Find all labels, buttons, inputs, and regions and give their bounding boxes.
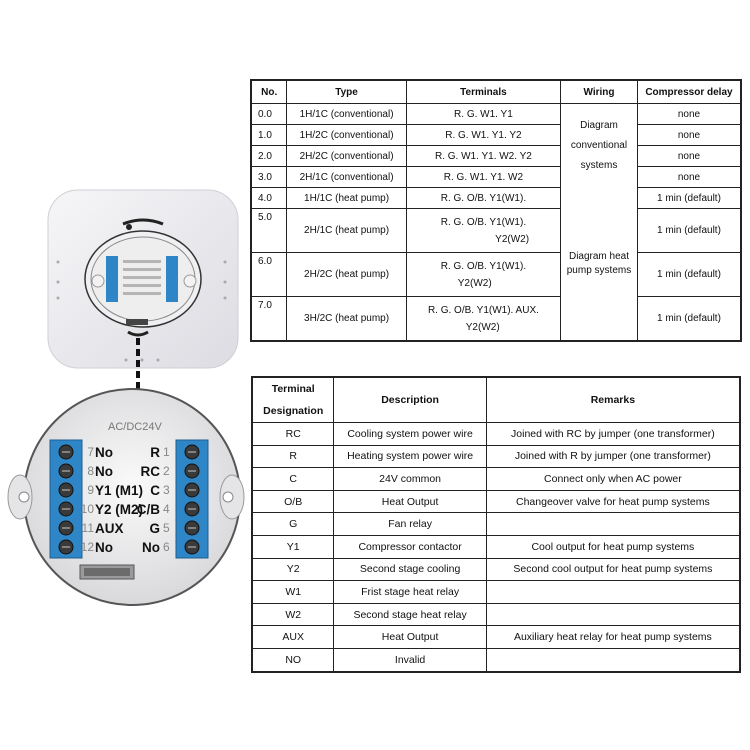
header-terminal-line2: Designation [263, 405, 324, 417]
terminal-number: 2 [163, 464, 170, 478]
row-description: Fan relay [334, 513, 486, 536]
terminal-number: 1 [163, 445, 170, 459]
terminal-number: 11 [81, 521, 94, 535]
row-remarks [486, 603, 740, 626]
thermostat-base-plate [48, 190, 238, 368]
row-no: 1.0 [251, 125, 287, 146]
terminal-label: No [95, 464, 113, 479]
row-terminals-cell [406, 297, 560, 342]
table-row [251, 146, 741, 167]
row-remarks: Changeover valve for heat pump systems [486, 490, 740, 513]
wiring-conventional-cell [561, 104, 638, 188]
terminal-number: 7 [87, 445, 94, 459]
row-terminal: G [252, 513, 334, 536]
row-description: 24V common [334, 468, 486, 491]
row-description: Heat Output [334, 490, 486, 513]
row-no: 5.0 [251, 209, 287, 253]
row-terminal: O/B [252, 490, 334, 513]
mini-terminal-block-left [106, 256, 118, 302]
row-delay: 1 min (default) [637, 253, 741, 297]
terminal-label: No [95, 445, 113, 460]
row-type: 1H/2C (conventional) [287, 125, 406, 146]
table-row [252, 535, 740, 558]
row-terminal: Y1 [252, 535, 334, 558]
row-description: Heating system power wire [334, 445, 486, 468]
row-remarks: Second cool output for heat pump systems [486, 558, 740, 581]
table-row [252, 490, 740, 513]
terminal-label: C/B [136, 502, 160, 517]
row-remarks [486, 513, 740, 536]
system-type-table [250, 79, 742, 342]
row-terminals: R. G. W1. Y1 [406, 104, 560, 125]
row-description: Second stage cooling [334, 558, 486, 581]
terminal-number: 6 [163, 540, 170, 554]
table-row [251, 104, 741, 125]
table-row [252, 626, 740, 649]
row-terminals-line2: Y2(W2) [465, 321, 500, 333]
terminal-label: R [150, 445, 160, 460]
row-type: 1H/1C (conventional) [287, 104, 406, 125]
terminal-label: Y2 (M2) [95, 502, 144, 517]
row-description: Compressor contactor [334, 535, 486, 558]
row-description: Invalid [334, 648, 486, 671]
row-type: 2H/2C (conventional) [287, 146, 406, 167]
row-no: 6.0 [251, 253, 287, 297]
row-remarks: Cool output for heat pump systems [486, 535, 740, 558]
row-no: 3.0 [251, 167, 287, 188]
wiring-text: Diagram heat [568, 250, 629, 262]
row-type: 1H/1C (heat pump) [287, 188, 406, 209]
row-type: 3H/2C (heat pump) [287, 297, 406, 342]
row-terminals: R. G. O/B. Y1(W1). [406, 188, 560, 209]
table-row [252, 423, 740, 446]
wiring-text: conventional [570, 139, 628, 151]
row-remarks: Connect only when AC power [486, 468, 740, 491]
header-compressor-delay: Compressor delay [637, 80, 741, 104]
terminal-label: Y1 (M1) [95, 483, 144, 498]
row-terminal: W2 [252, 603, 334, 626]
table-row [251, 188, 741, 209]
row-remarks: Joined with RC by jumper (one transformer) [486, 423, 740, 446]
row-terminals-cell [406, 209, 560, 253]
row-terminal: AUX [252, 626, 334, 649]
terminal-number: 5 [163, 521, 170, 535]
terminal-label: G [149, 521, 160, 536]
terminal-label: C [150, 483, 160, 498]
table-row [252, 581, 740, 604]
table-row [251, 297, 741, 342]
row-delay: 1 min (default) [637, 209, 741, 253]
table-row [251, 125, 741, 146]
terminal-label: No [142, 540, 160, 555]
table-row [251, 253, 741, 297]
table-row [252, 468, 740, 491]
header-terminals: Terminals [406, 80, 560, 104]
voltage-label: AC/DC24V [108, 421, 162, 433]
header-description: Description [334, 377, 486, 423]
header-type: Type [287, 80, 406, 104]
header-terminal-line1: Terminal [271, 383, 315, 395]
wiring-text: systems [580, 159, 618, 171]
terminal-number: 10 [80, 502, 94, 516]
terminal-number: 4 [163, 502, 170, 516]
header-wiring: Wiring [561, 80, 638, 104]
table-row [252, 513, 740, 536]
terminal-number: 8 [87, 464, 94, 478]
row-remarks [486, 581, 740, 604]
row-delay: none [637, 125, 741, 146]
row-description: Frist stage heat relay [334, 581, 486, 604]
table-header-row [251, 80, 741, 104]
row-type: 2H/1C (conventional) [287, 167, 406, 188]
row-description: Second stage heat relay [334, 603, 486, 626]
row-no: 4.0 [251, 188, 287, 209]
table-row [252, 558, 740, 581]
row-terminal: W1 [252, 581, 334, 604]
table-row [252, 648, 740, 671]
row-terminal: Y2 [252, 558, 334, 581]
terminal-label: AUX [95, 521, 124, 536]
row-type: 2H/2C (heat pump) [287, 253, 406, 297]
row-terminal: R [252, 445, 334, 468]
row-remarks [486, 648, 740, 671]
wiring-text: pump systems [566, 264, 632, 276]
row-no: 7.0 [251, 297, 287, 342]
terminal-label: No [95, 540, 113, 555]
wiring-heat-pump-cell [561, 188, 638, 342]
row-type: 2H/1C (heat pump) [287, 209, 406, 253]
header-terminal-designation [252, 377, 334, 423]
row-delay: none [637, 146, 741, 167]
row-terminals: R. G. W1. Y1. Y2 [406, 125, 560, 146]
table-header-row [252, 377, 740, 423]
row-terminals-line2: Y2(W2) [495, 233, 530, 245]
row-terminal: NO [252, 648, 334, 671]
terminal-number: 9 [87, 483, 94, 497]
row-description: Heat Output [334, 626, 486, 649]
row-description: Cooling system power wire [334, 423, 486, 446]
row-remarks: Auxiliary heat relay for heat pump systems [486, 626, 740, 649]
table-row [252, 603, 740, 626]
table-row [251, 167, 741, 188]
mini-terminal-block-right [166, 256, 178, 302]
row-delay: none [637, 167, 741, 188]
row-terminals: R. G. W1. Y1. W2 [406, 167, 560, 188]
table-row [251, 209, 741, 253]
row-terminals-line2: Y2(W2) [457, 277, 492, 289]
row-no: 0.0 [251, 104, 287, 125]
row-terminals: R. G. O/B. Y1(W1). [440, 260, 527, 272]
terminal-number: 3 [163, 483, 170, 497]
row-terminals: R. G. O/B. Y1(W1). [440, 216, 527, 228]
terminal-number: 12 [80, 540, 94, 554]
header-remarks: Remarks [486, 377, 740, 423]
row-delay: none [637, 104, 741, 125]
wiring-text: Diagram [580, 119, 618, 131]
row-remarks: Joined with R by jumper (one transformer) [486, 445, 740, 468]
row-delay: 1 min (default) [637, 297, 741, 342]
header-no: No. [251, 80, 287, 104]
row-terminals: R. G. W1. Y1. W2. Y2 [406, 146, 560, 167]
terminal-designation-table [251, 376, 741, 673]
row-no: 2.0 [251, 146, 287, 167]
table-row [252, 445, 740, 468]
row-terminal: RC [252, 423, 334, 446]
terminal-label: RC [140, 464, 160, 479]
row-terminal: C [252, 468, 334, 491]
row-terminals-cell [406, 253, 560, 297]
row-terminals: R. G. O/B. Y1(W1). AUX. [427, 304, 539, 316]
row-delay: 1 min (default) [637, 188, 741, 209]
